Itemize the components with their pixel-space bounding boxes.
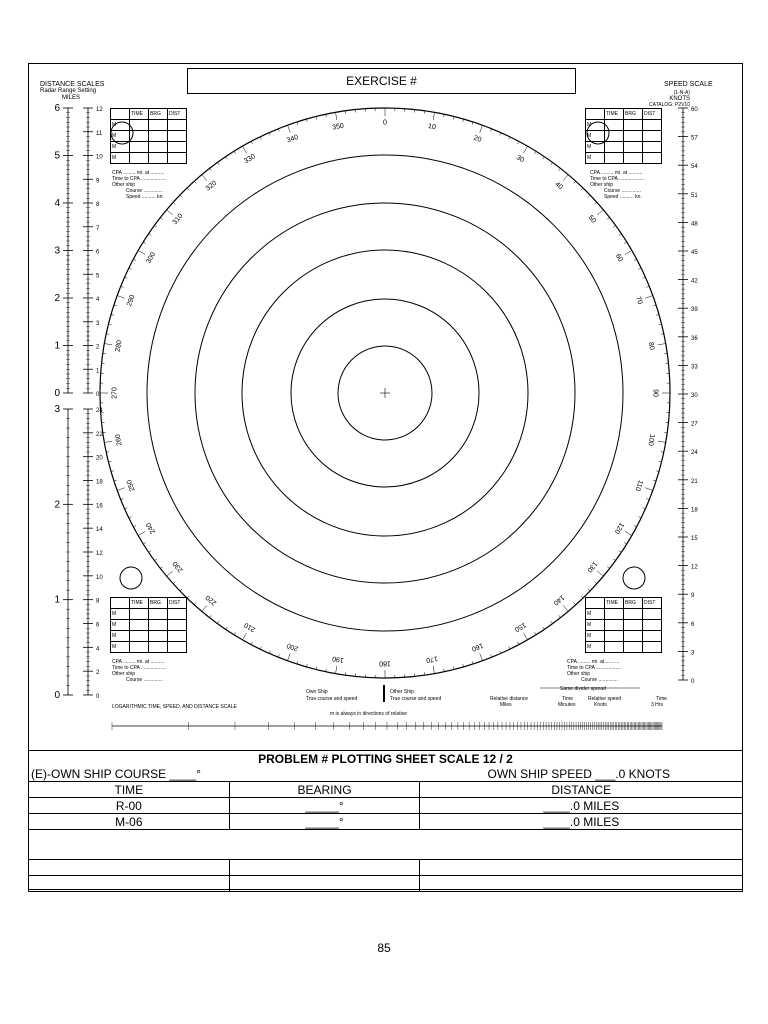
speed-label: 51: [691, 192, 698, 199]
other-ship-line: Other ship: [567, 671, 591, 677]
mini-row-label: M: [111, 620, 130, 631]
compass-label: 210: [243, 620, 257, 633]
compass-tick: [167, 210, 173, 215]
compass-tick: [645, 488, 653, 491]
mini-table-bottom-left: [110, 597, 187, 653]
compass-label: 350: [331, 122, 345, 132]
dist-lower-left-label: 3: [54, 404, 60, 415]
dist-upper-left-label: 3: [54, 245, 60, 257]
dist-lower-left-label: 2: [54, 499, 60, 511]
compass-tick: [619, 551, 621, 553]
compass-tick: [160, 567, 162, 569]
compass-tick: [117, 296, 125, 299]
mini-header-time: TIME: [130, 598, 149, 609]
compass-label: 280: [114, 339, 124, 353]
compass-tick: [210, 615, 212, 617]
speed-label: 3: [691, 650, 695, 657]
dist-upper-left-label: 5: [54, 150, 60, 162]
cpa-notes-top-right: [590, 170, 644, 200]
relative-speed-note: Relative speed: [588, 696, 622, 702]
compass-label: 230: [171, 559, 185, 574]
dist-lower-right-label: 14: [96, 527, 103, 534]
compass-tick: [336, 112, 337, 120]
course-line: Course ..............: [604, 188, 641, 194]
distance-scales-title: DISTANCE SCALES: [40, 81, 105, 88]
compass-tick: [624, 242, 627, 244]
own-ship-course: (E)-OWN SHIP COURSE ____°: [31, 766, 201, 781]
speed-line: Speed .......... kn.: [126, 194, 164, 200]
compass-label: 100: [646, 433, 656, 447]
dist-lower-right-label: 0: [96, 694, 100, 700]
dist-lower-right-label: 20: [96, 455, 103, 462]
compass-tick: [167, 571, 173, 576]
distance-scales-unit: MILES: [62, 95, 81, 101]
other-ship-line: Other ship: [590, 182, 614, 188]
dist-upper-right-label: 6: [96, 249, 100, 256]
mini-row-label: M: [586, 131, 605, 142]
compass-label: 20: [472, 134, 483, 144]
compass-tick: [173, 202, 175, 204]
compass-tick: [517, 141, 518, 144]
compass-tick: [125, 508, 128, 509]
dist-lower-right-label: 2: [96, 670, 100, 677]
same-divider-note: Same divider spread: [560, 686, 606, 692]
mini-row-label: M: [111, 609, 130, 620]
dist-lower-right-label: 24: [96, 408, 103, 414]
speed-label: 9: [691, 593, 695, 600]
compass-tick: [619, 234, 621, 236]
compass-label: 220: [204, 593, 219, 607]
mini-row-label: M: [111, 642, 130, 653]
mini-row-label: M: [586, 642, 605, 653]
mini-header-brg: BRG: [149, 109, 168, 120]
compass-tick: [210, 168, 212, 170]
dist-lower-right-label: 4: [96, 646, 100, 653]
compass-tick: [260, 137, 261, 140]
blank-cell: [420, 876, 743, 892]
cpa-line: CPA ......... mi. at ..........: [590, 170, 643, 176]
compass-tick: [588, 589, 590, 591]
compass-tick: [129, 268, 132, 269]
mini-header-time: TIME: [130, 109, 149, 120]
dist-lower-right-label: 8: [96, 598, 100, 605]
blank-cell: [229, 860, 420, 876]
header-bearing: BEARING: [229, 782, 420, 798]
compass-label: 290: [125, 293, 137, 308]
speed-scale-title: SPEED SCALE: [664, 81, 713, 88]
compass-label: 60: [613, 252, 624, 264]
speed-label: 33: [691, 364, 698, 371]
compass-tick: [613, 559, 615, 561]
compass-tick: [559, 615, 561, 617]
compass-tick: [173, 582, 175, 584]
compass-tick: [269, 651, 270, 654]
speed-scale-subtitle: (1-N-A): [673, 90, 690, 96]
compass-tick: [581, 188, 583, 190]
cpa-notes-bottom-left: [112, 659, 166, 683]
dist-upper-right-label: 10: [96, 154, 103, 161]
mini-row-label: M: [586, 609, 605, 620]
compass-tick: [563, 605, 568, 611]
dist-upper-left-label: 6: [54, 103, 60, 114]
mini-header-dist: DIST: [168, 598, 187, 609]
compass-tick: [138, 251, 145, 255]
row-2-time: M-06: [29, 814, 230, 830]
dist-upper-right-label: 11: [96, 130, 103, 137]
mini-row-label: M: [586, 142, 605, 153]
mini-row-label: M: [111, 142, 130, 153]
corner-circle: [623, 567, 645, 589]
log-scale-caption: LOGARITHMIC TIME, SPEED, AND DISTANCE SCALE: [112, 704, 237, 710]
relative-note: m is always in directions of relative: [330, 711, 407, 717]
mini-row-label: M: [586, 620, 605, 631]
compass-tick: [625, 251, 632, 255]
compass-tick: [260, 646, 261, 649]
problem-table: [28, 750, 743, 892]
corner-circle: [120, 567, 142, 589]
time-to-cpa-line: Time to CPA ..................: [112, 665, 166, 671]
dist-upper-right-label: 1: [96, 368, 100, 375]
speed-scale-catalog: CATALOG: P2V10: [649, 102, 690, 108]
dist-upper-left-label: 1: [54, 340, 60, 352]
compass-label: 120: [612, 521, 625, 535]
range-rings: [100, 108, 670, 678]
header-time: TIME: [29, 782, 230, 798]
compass-label: 200: [285, 641, 300, 653]
compass-tick: [658, 441, 666, 442]
compass-tick: [433, 666, 434, 674]
compass-tick: [336, 666, 337, 674]
compass-tick: [634, 525, 637, 526]
miles-note: Miles: [500, 702, 512, 708]
compass-tick: [160, 218, 162, 220]
dist-upper-left-label: 0: [54, 388, 60, 399]
compass-label: 130: [585, 559, 599, 574]
compass-tick: [129, 517, 132, 518]
course-line: Course ..............: [581, 677, 618, 683]
mini-header-brg: BRG: [624, 109, 643, 120]
dist-lower-right-label: 18: [96, 479, 103, 486]
compass-label: 10: [427, 122, 437, 132]
compass-label: 50: [586, 214, 598, 225]
blank-cell: [29, 876, 230, 892]
compass-tick: [154, 559, 156, 561]
row-2-bearing: _____°: [229, 814, 420, 830]
compass-tick: [595, 582, 597, 584]
compass-label: 70: [634, 295, 644, 306]
dist-lower-right-label: 16: [96, 503, 103, 510]
other-ship-line: Other ship: [112, 182, 136, 188]
course-line: Course ..............: [126, 188, 163, 194]
compass-tick: [217, 621, 219, 623]
compass-tick: [574, 181, 576, 183]
compass-label: 40: [553, 180, 564, 192]
row-1-time: R-00: [29, 798, 230, 814]
compass-tick: [269, 133, 270, 136]
dist-upper-right-label: 5: [96, 273, 100, 280]
speed-scale-unit: KNOTS: [669, 96, 690, 102]
compass-tick: [597, 210, 603, 215]
row-2-distance: ____.0 MILES: [420, 814, 743, 830]
problem-title: PROBLEM # PLOTTING SHEET SCALE 12 / 2: [29, 751, 743, 767]
speed-label: 54: [691, 164, 698, 171]
blank-cell: [29, 860, 230, 876]
compass-tick: [543, 157, 545, 159]
compass-tick: [104, 344, 112, 345]
compass-tick: [104, 441, 112, 442]
compass-tick: [509, 137, 510, 140]
compass-tick: [133, 525, 136, 526]
compass-label: 240: [145, 521, 158, 535]
speed-label: 12: [691, 564, 698, 571]
time-note: Time: [562, 696, 573, 702]
mini-header-dist: DIST: [643, 109, 662, 120]
compass-tick: [138, 532, 145, 536]
compass-tick: [581, 596, 583, 598]
compass-tick: [607, 567, 609, 569]
cpa-line: CPA ......... mi. at ..........: [567, 659, 620, 665]
compass-tick: [288, 125, 291, 133]
dist-upper-right-label: 0: [96, 392, 100, 398]
own-ship-row: [29, 766, 743, 782]
compass-tick: [534, 151, 536, 154]
cpa-line: CPA ......... mi. at ..........: [112, 170, 165, 176]
dist-lower-right-label: 22: [96, 431, 103, 438]
compass-label: 80: [646, 341, 656, 351]
speed-label: 6: [691, 621, 695, 628]
mini-row-label: M: [111, 153, 130, 164]
compass-tick: [226, 157, 228, 159]
compass-label: 300: [145, 251, 158, 265]
compass-label: 110: [633, 478, 644, 492]
mini-row-label: M: [586, 631, 605, 642]
speed-label: 30: [691, 393, 698, 399]
cpa-notes-bottom-right: [567, 659, 621, 683]
time-hrs-note: Time: [656, 696, 667, 702]
compass-tick: [638, 517, 641, 518]
compass-tick: [251, 141, 252, 144]
speed-label: 45: [691, 250, 698, 256]
row-1-bearing: _____°: [229, 798, 420, 814]
compass-tick: [543, 627, 545, 629]
compass-tick: [149, 551, 151, 553]
compass-tick: [634, 259, 637, 260]
other-ship-note: Other Ship: [390, 689, 414, 695]
compass-label: 330: [243, 153, 257, 166]
dist-upper-right-label: 12: [96, 107, 103, 113]
mini-header-brg: BRG: [624, 598, 643, 609]
compass-tick: [524, 146, 528, 153]
compass-tick: [180, 195, 182, 197]
compass-label: 140: [551, 593, 566, 607]
compass-tick: [217, 162, 219, 164]
compass-tick: [133, 259, 136, 260]
compass-label: 30: [514, 154, 526, 165]
compass-tick: [117, 488, 125, 491]
dist-lower-right-label: 6: [96, 622, 100, 629]
compass-tick: [638, 268, 641, 269]
blank-row: [29, 830, 743, 860]
compass-tick: [480, 653, 483, 661]
row-1-distance: ____.0 MILES: [420, 798, 743, 814]
blank-cell: [420, 860, 743, 876]
compass-label: 310: [171, 212, 185, 227]
minutes-note: Minutes: [558, 702, 576, 708]
compass-tick: [534, 632, 536, 635]
mini-row-label: M: [586, 153, 605, 164]
mini-header-dist: DIST: [168, 109, 187, 120]
time-to-cpa-line: Time to CPA ..................: [567, 665, 621, 671]
dist-upper-left-label: 4: [54, 198, 60, 209]
mini-table-top-right: [585, 108, 662, 164]
compass-tick: [559, 168, 561, 170]
mini-header-brg: BRG: [149, 598, 168, 609]
compass-tick: [624, 542, 627, 544]
compass-tick: [645, 296, 653, 299]
page-number: 85: [377, 941, 391, 955]
compass-tick: [500, 651, 501, 654]
blank-cell: [229, 876, 420, 892]
compass-tick: [288, 653, 291, 661]
compass-tick: [551, 621, 553, 623]
compass-tick: [187, 596, 189, 598]
dist-upper-left-label: 2: [54, 293, 60, 304]
compass-tick: [251, 642, 252, 645]
course-line: Course ..............: [126, 677, 163, 683]
dist-lower-left-label: 1: [54, 594, 60, 606]
compass-tick: [574, 603, 576, 605]
compass-tick: [202, 605, 207, 611]
compass-tick: [500, 133, 501, 136]
compass-label: 260: [114, 433, 124, 447]
compass-tick: [234, 151, 236, 154]
compass-tick: [149, 234, 151, 236]
own-ship-speed: OWN SHIP SPEED ___.0 KNOTS: [487, 766, 670, 781]
speed-label: 42: [691, 278, 698, 285]
compass-label: 320: [204, 179, 219, 193]
compass-tick: [180, 589, 182, 591]
speed-label: 27: [691, 421, 698, 428]
dist-upper-right-label: 9: [96, 178, 100, 185]
time-to-cpa-line: Time to CPA ..................: [590, 176, 644, 182]
time-to-cpa-line: Time to CPA ..................: [112, 176, 166, 182]
speed-label: 36: [691, 335, 698, 342]
speed-label: 0: [691, 679, 695, 685]
speed-label: 57: [691, 135, 698, 142]
mini-row-label: M: [111, 631, 130, 642]
own-ship-note: Own Ship: [306, 689, 328, 695]
mini-header-time: TIME: [605, 598, 624, 609]
compass-tick: [243, 146, 247, 153]
relative-distance-note: Relative distance: [490, 696, 529, 702]
mini-table-top-left: [110, 108, 187, 164]
dist-upper-right-label: 2: [96, 344, 100, 351]
speed-label: 24: [691, 450, 698, 457]
compass-tick: [595, 202, 597, 204]
compass-tick: [607, 218, 609, 220]
compass-tick: [643, 508, 646, 509]
compass-tick: [625, 532, 632, 536]
compass-label: 250: [125, 478, 137, 493]
compass-tick: [517, 642, 518, 645]
compass-label: 270: [111, 387, 119, 399]
compass-label: 180: [379, 659, 391, 667]
compass-label: 340: [285, 133, 300, 145]
compass-tick: [658, 344, 666, 345]
true-course-note: True course and speed: [306, 696, 358, 702]
compass-label: 170: [425, 654, 439, 664]
speed-label: 18: [691, 507, 698, 514]
dist-lower-left-label: 0: [54, 690, 60, 701]
compass-tick: [433, 112, 434, 120]
mini-row-label: M: [111, 131, 130, 142]
mini-row-label: M: [586, 120, 605, 131]
speed-label: 21: [691, 478, 698, 485]
true-course-note-2: True course and speed: [390, 696, 442, 702]
dist-lower-right-label: 10: [96, 574, 103, 581]
compass-label: 160: [470, 641, 485, 653]
compass-tick: [234, 632, 236, 635]
compass-tick: [509, 646, 510, 649]
compass-tick: [643, 277, 646, 278]
compass-tick: [613, 225, 615, 227]
compass-tick: [154, 225, 156, 227]
distance-scales-subtitle: Radar Range Setting: [40, 88, 97, 94]
mini-row-label: M: [111, 120, 130, 131]
speed-label: 60: [691, 107, 698, 113]
speed-label: 15: [691, 536, 698, 542]
dist-upper-right-label: 4: [96, 297, 100, 303]
compass-tick: [243, 633, 247, 640]
compass-tick: [143, 242, 146, 244]
speed-label: 39: [691, 307, 698, 314]
compass-tick: [187, 188, 189, 190]
compass-tick: [194, 181, 196, 183]
dist-lower-right-label: 12: [96, 551, 103, 557]
compass-label: 0: [383, 119, 387, 127]
compass-tick: [202, 175, 207, 181]
cpa-notes-top-left: [112, 170, 166, 200]
compass-tick: [597, 571, 603, 576]
dist-upper-right-label: 7: [96, 225, 100, 232]
mini-header-time: TIME: [605, 109, 624, 120]
mini-table-bottom-right: [585, 597, 662, 653]
dist-upper-right-label: 8: [96, 202, 100, 208]
compass-tick: [194, 603, 196, 605]
speed-label: 48: [691, 221, 698, 228]
knots-note: Knots: [594, 702, 607, 708]
compass-tick: [480, 125, 483, 133]
other-ship-line: Other ship: [112, 671, 136, 677]
speed-line: Speed .......... kn.: [604, 194, 642, 200]
dist-upper-right-label: 3: [96, 320, 100, 327]
compass-tick: [125, 277, 128, 278]
compass-tick: [551, 162, 553, 164]
header-distance: DISTANCE: [420, 782, 743, 798]
compass-tick: [524, 633, 528, 640]
compass-tick: [226, 627, 228, 629]
cpa-line: CPA ......... mi. at ..........: [112, 659, 165, 665]
compass-label: 90: [651, 389, 659, 397]
compass-tick: [563, 175, 568, 181]
mini-header-dist: DIST: [643, 598, 662, 609]
compass-label: 190: [331, 654, 345, 664]
exercise-title: EXERCISE #: [187, 68, 576, 94]
compass-label: 150: [513, 620, 527, 633]
compass-tick: [143, 542, 146, 544]
hrs-note: 3 Hrs: [651, 702, 663, 708]
